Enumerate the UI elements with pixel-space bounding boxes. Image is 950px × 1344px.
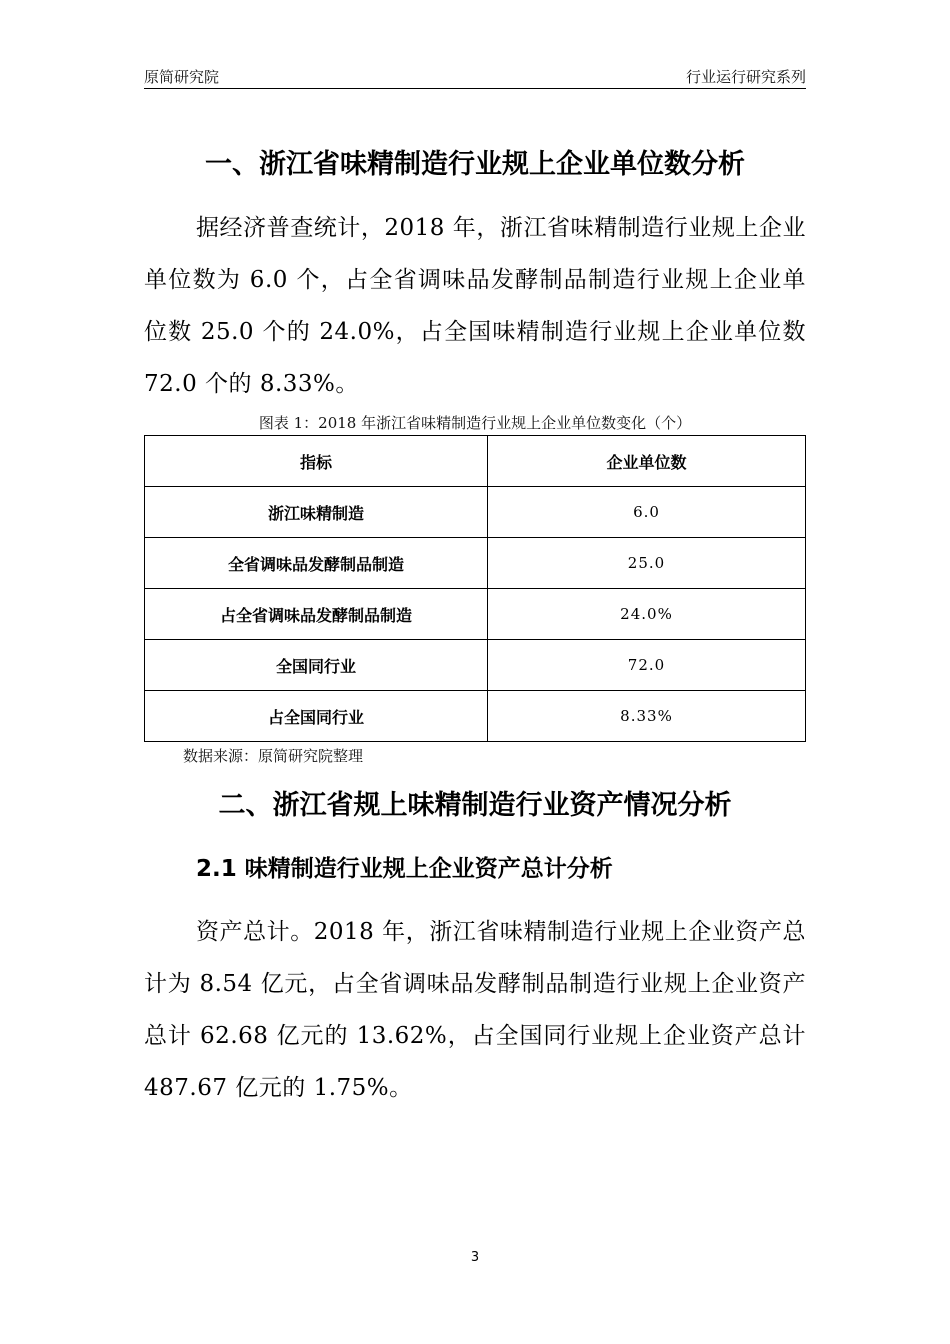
row-value: 25.0: [488, 538, 806, 589]
table-row: [145, 589, 806, 640]
header-divider: [144, 88, 806, 89]
row-label: 全国同行业: [145, 640, 488, 691]
row-value: 24.0%: [488, 589, 806, 640]
row-label: 浙江味精制造: [145, 487, 488, 538]
table-source-note: 数据来源：原简研究院整理: [183, 747, 364, 765]
page-number: 3: [470, 1250, 480, 1265]
row-value: 6.0: [488, 487, 806, 538]
section1-title: 一、浙江省味精制造行业规上企业单位数分析: [205, 149, 745, 180]
header-series: 行业运行研究系列: [685, 68, 806, 86]
enterprise-count-table: [144, 435, 806, 742]
table-row: [145, 538, 806, 589]
row-value: 72.0: [488, 640, 806, 691]
table-header-row: [145, 436, 806, 487]
row-label: 全省调味品发酵制品制造: [145, 538, 488, 589]
section1-paragraph: 据经济普查统计，2018 年，浙江省味精制造行业规上企业单位数为 6.0 个，占全省调味品发酵制品制造行业规上企业单位数 25.0 个的 24.0%，占全国味精制造行业规上企业单位数 72.0 个的 8.33%。: [144, 215, 806, 397]
row-value: 8.33%: [488, 691, 806, 742]
section2-title: 二、浙江省规上味精制造行业资产情况分析: [218, 790, 732, 821]
table-caption: 图表 1：2018 年浙江省味精制造行业规上企业单位数变化（个）: [258, 414, 692, 432]
table-row: [145, 487, 806, 538]
row-label: 占全国同行业: [145, 691, 488, 742]
section2-subtitle: 2.1 味精制造行业规上企业资产总计分析: [196, 856, 613, 882]
row-label: 占全省调味品发酵制品制造: [145, 589, 488, 640]
column-header-indicator: 指标: [145, 436, 488, 487]
header-organization: 原简研究院: [144, 68, 220, 86]
table-row: [145, 640, 806, 691]
table-row: [145, 691, 806, 742]
section2-paragraph: 资产总计。2018 年，浙江省味精制造行业规上企业资产总计为 8.54 亿元，占全省调味品发酵制品制造行业规上企业资产总计 62.68 亿元的 13.62%，占全国同行业规上企业资产总计 487.67 亿元的 1.75%。: [144, 919, 806, 1101]
column-header-count: 企业单位数: [488, 436, 806, 487]
